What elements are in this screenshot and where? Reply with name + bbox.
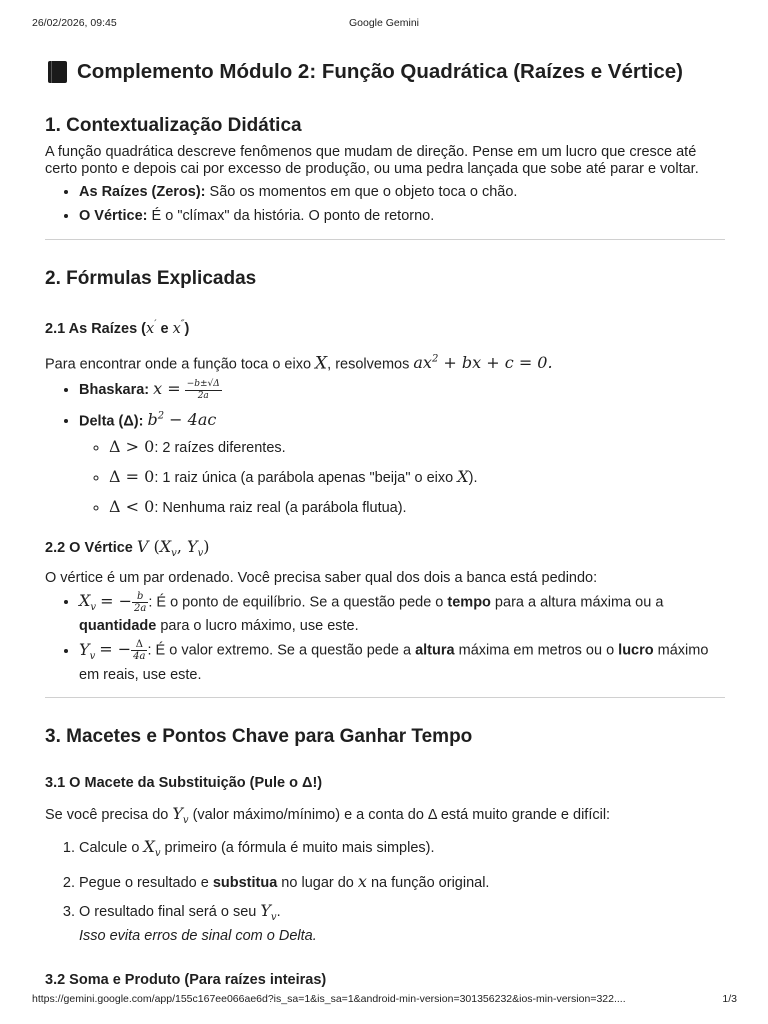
subsection-3-2-heading: 3.2 Soma e Produto (Para raízes inteiras) xyxy=(45,972,327,989)
print-datetime: 26/02/2026, 09:45 xyxy=(32,17,117,29)
subsection-2-1-heading: 2.1 As Raízes (x′ e x″) xyxy=(45,319,190,337)
list-item: ◦ Δ < 0: Nenhuma raiz real (a parábola flutua). xyxy=(109,497,725,518)
section-1-heading: 1. Contextualização Didática xyxy=(45,115,302,136)
section-1-list xyxy=(45,184,725,225)
section-2-heading: 2. Fórmulas Explicadas xyxy=(45,268,257,289)
list-item: 3. O resultado final será o seu $Y_v$. Isso evita erros de sinal com o Delta. xyxy=(79,902,725,945)
vertex-list xyxy=(45,591,725,684)
list-item: 2. Pegue o resultado e substitua no lugar do x na função original. xyxy=(79,872,725,893)
list-item: ◦ Δ > 0: 2 raízes diferentes. xyxy=(109,437,725,458)
document-title: Complemento Módulo 2: Função Quadrática (Raízes e Vértice) xyxy=(45,58,725,86)
section-3-heading: 3. Macetes e Pontos Chave para Ganhar Tempo xyxy=(45,725,473,747)
shortcut-intro: Se você precisa do $Y_v$ (valor máximo/mínimo) e a conta do Δ está muito grande e difícil: xyxy=(45,803,611,827)
book-icon xyxy=(48,61,67,83)
list-item: • O Vértice: É o "clímax" da história. O ponto de retorno. xyxy=(79,208,725,225)
roots-intro: Para encontrar onde a função toca o eixo X, resolvemos $ax^2$ + bx + c = 0. xyxy=(45,353,553,374)
divider xyxy=(45,239,725,240)
vertex-intro: O vértice é um par ordenado. Você precisa saber qual dos dois a banca está pedindo: xyxy=(45,570,598,587)
list-item: • $Y_v$ = − $\frac{\Delta}{4a}$ : É o valor extremo. Se a questão pede a altura máxima em metros ou o lucro máximo em reais, use este. xyxy=(79,639,725,684)
formulas-list xyxy=(45,378,725,518)
divider xyxy=(45,697,725,698)
list-item: • Delta (Δ): $b^2 - 4ac$ ◦ Δ > 0: 2 raízes diferentes. ◦ Δ = 0: 1 raiz única (a parábola apenas "beija" o eixo X). ◦ Δ < 0: Nenhuma raiz real (a parábola flutua). xyxy=(79,407,725,518)
page-number: 1/3 xyxy=(722,993,737,1005)
delta-cases-list xyxy=(79,437,725,518)
subsection-3-1-heading: 3.1 O Macete da Substituição (Pule o Δ!) xyxy=(45,774,323,791)
print-app-title: Google Gemini xyxy=(348,17,420,29)
document-body xyxy=(45,58,725,990)
list-item: • $X_v$ = − $\frac{b}{2a}$ : É o ponto de equilíbrio. Se a questão pede o tempo para a altura máxima ou a quantidade para o lucro máximo, use este. xyxy=(79,591,725,636)
shortcut-steps-list xyxy=(45,837,725,945)
list-item: ◦ Δ = 0: 1 raiz única (a parábola apenas "beija" o eixo X). xyxy=(109,467,725,488)
list-item: • Bhaskara: x = $\frac{-b\pm√\Delta}{2a}$ xyxy=(79,378,725,402)
list-item: • As Raízes (Zeros): São os momentos em que o objeto toca o chão. xyxy=(79,184,725,201)
section-1-intro: A função quadrática descreve fenômenos que mudam de direção. Pense em um lucro que cresce até certo ponto e depois cai por excesso de produção, ou uma pedra lançada que sobe até parar e voltar. xyxy=(45,144,699,177)
list-item: 1. Calcule o $X_v$ primeiro (a fórmula é muito mais simples). xyxy=(79,837,725,863)
tip-note: Isso evita erros de sinal com o Delta. xyxy=(79,928,317,945)
subsection-2-2-heading: 2.2 O Vértice V ($X_v$, $Y_v$) xyxy=(45,537,210,560)
print-url: https://gemini.google.com/app/155c167ee066ae6d?is_sa=1&is_sa=1&android-min-version=301356232&ios-min-version=322.... xyxy=(32,993,626,1005)
